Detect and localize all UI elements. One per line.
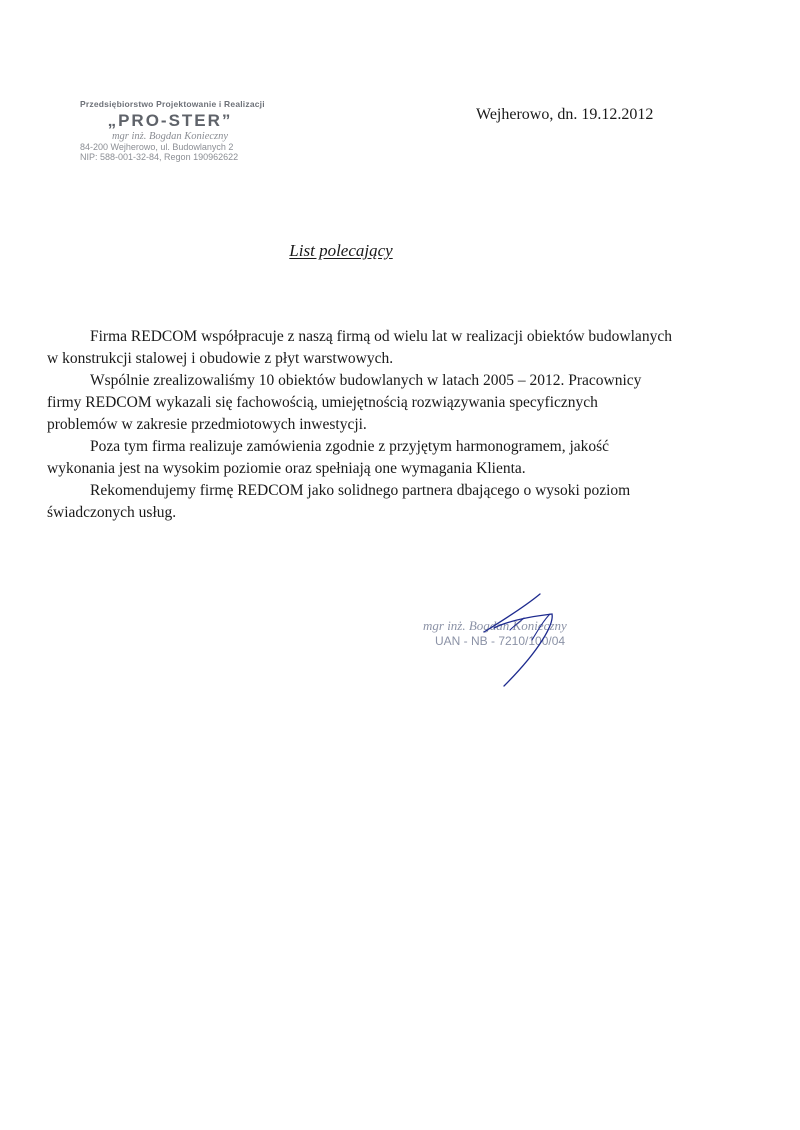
signature-stroke-1 (484, 594, 540, 632)
paragraph-1: Firma REDCOM współpracuje z naszą firmą od wielu lat w realizacji obiektów budowlanych w konstrukcji stalowej i obudowie z płyt warstwowych. (47, 328, 672, 367)
signature-stroke-3 (532, 614, 550, 640)
signature-stamp-id: UAN - NB - 7210/100/04 (435, 634, 566, 649)
handwritten-signature (480, 590, 590, 690)
signature-stamp-name: mgr inż. Bogdan Konieczny (423, 618, 567, 633)
company-stamp (80, 99, 265, 163)
stamp-owner: mgr inż. Bogdan Konieczny (111, 130, 229, 142)
stamp-address: 84-200 Wejherowo, ul. Budowlanych 2 (80, 141, 234, 152)
letter-body (47, 326, 672, 524)
letter-title: List polecający (289, 241, 393, 260)
paragraph-2: Wspólnie zrealizowaliśmy 10 obiektów budowlanych w latach 2005 – 2012. Pracownicy firmy REDCOM wykazali się fachowością, umiejętnością rozwiązywania specyficznych problemów w zakresie przedmiotowych inwestycji. (47, 372, 642, 433)
stamp-company-type: Przedsiębiorstwo Projektowanie i Realizacji (80, 99, 265, 109)
paragraph-4: Rekomendujemy firmę REDCOM jako solidnego partnera dbającego o wysoki poziom świadczonych usług. (47, 482, 631, 521)
signature-stroke-2 (494, 614, 552, 686)
letter-date: Wejherowo, dn. 19.12.2012 (476, 106, 654, 123)
stamp-company-name: „PRO-STER” (107, 110, 233, 130)
stamp-nip: NIP: 588-001-32-84, Regon 190962622 (80, 152, 239, 163)
paragraph-3: Poza tym firma realizuje zamówienia zgodnie z przyjętym harmonogramem, jakość wykonania jest na wysokim poziomie oraz spełniają one wymagania Klienta. (47, 438, 610, 477)
